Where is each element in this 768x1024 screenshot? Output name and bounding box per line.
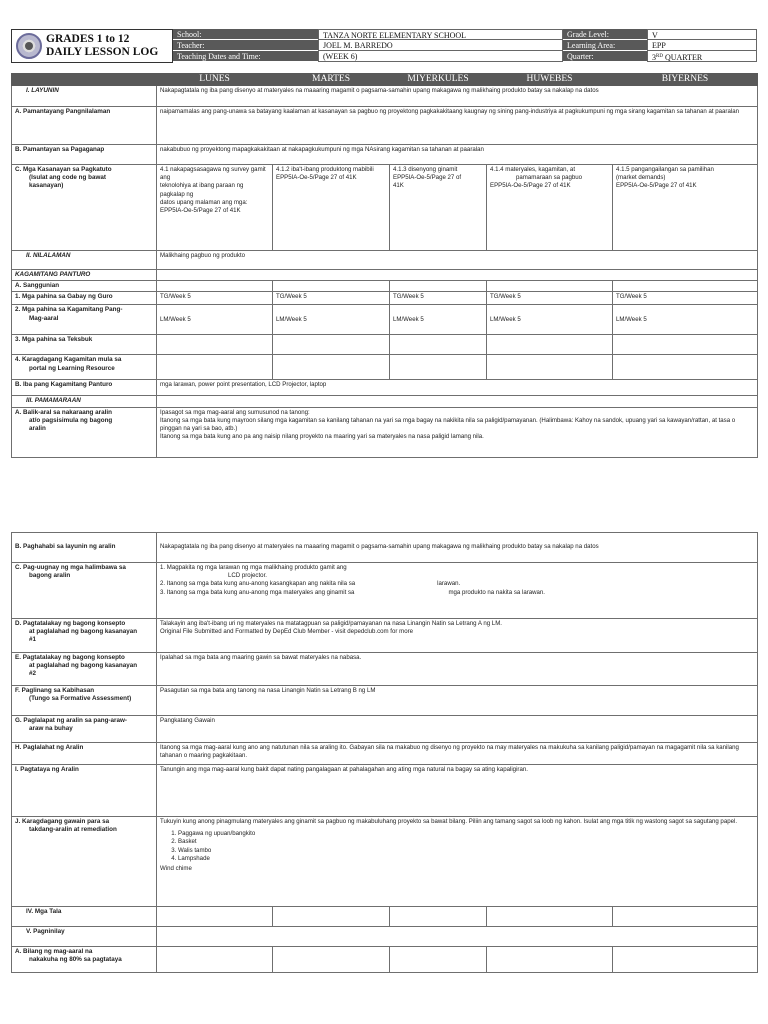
layunin-text: Nakapagtatala ng iba pang disenyo at materyales na maaaring magamit o pagsama-samahin upang makagawa ng malikhaing produkto batay sa nakalap na datos xyxy=(157,86,758,107)
karagdagang-gawain-text xyxy=(157,817,758,907)
kagamitang-panturo-blank xyxy=(157,270,758,281)
lesson-table-page-1 xyxy=(11,73,758,458)
paglalahat-text: Itanong sa mga mag-aaral kung ano ang natutunan nila sa araling ito. Gabayan sila na makabuo ng disenyo ng proyekto na may materyales na makukuha sa kanilang paligid/pamayan na magagamit nila sa kanilang tahanan o maaring pagkakitaan. xyxy=(157,743,758,765)
kasanayan-line: 4.1.3 disenyong ginamit xyxy=(393,166,458,173)
row-bilang-80 xyxy=(12,947,758,973)
pag-uugnay-line xyxy=(160,589,754,597)
days-header-blank xyxy=(12,74,157,86)
kasanayan-line: EPP5IA-Oe-5/Page 27 of 41K xyxy=(160,207,241,215)
pag-uugnay-label xyxy=(12,563,157,619)
kasanayan-line: teknolohiya at ibang paraan ng pagkalap ng xyxy=(160,182,244,198)
sanggunian-friday xyxy=(613,281,758,292)
lesson-table-page-2 xyxy=(11,532,758,973)
paghahabi-label: B. Paghahabi sa layunin ng aralin xyxy=(12,533,157,563)
label-line: #2 xyxy=(29,670,37,678)
paglinang-label xyxy=(12,686,157,716)
balik-aral-line: Ipasagot sa mga mag-aaral ang sumusunod na tanong: xyxy=(160,408,310,416)
label-line: Mag-aaral xyxy=(29,314,59,322)
gabay-thursday: TG/Week 5 xyxy=(487,292,613,305)
row-iba-pang-kagamitan xyxy=(12,380,758,396)
kasanayan-monday xyxy=(157,165,273,251)
sanggunian-monday xyxy=(157,281,273,292)
learning-area-value: EPP xyxy=(647,40,757,51)
row-pagtatalakay-2 xyxy=(12,653,758,686)
sanggunian-tuesday xyxy=(273,281,390,292)
sanggunian-label: A. Sanggunian xyxy=(12,281,157,292)
karagdagang-kagamitan-label xyxy=(12,355,157,380)
label-line: 2. Mga pahina sa Kagamitang Pang- xyxy=(15,306,123,314)
gabay-tuesday: TG/Week 5 xyxy=(273,292,390,305)
label-line: aralin xyxy=(29,425,46,433)
teksbuk-label: 3. Mga pahina sa Teksbuk xyxy=(12,335,157,355)
document-title xyxy=(46,33,158,59)
label-line: E. Pagtatalakay ng bagong konsepto xyxy=(15,654,125,661)
karagdagang-kagamitan-monday xyxy=(157,355,273,380)
kasanayan-label-line: kasanayan) xyxy=(29,182,64,190)
kasanayan-line: EPP5IA-Oe-5/Page 27 of 41K xyxy=(616,182,697,190)
iba-pang-kagamitan-label: B. Iba pang Kagamitang Panturo xyxy=(12,380,157,396)
paglalapat-label xyxy=(12,716,157,743)
teksbuk-thursday xyxy=(487,335,613,355)
logo-line-2: DAILY LESSON LOG xyxy=(46,46,159,58)
balik-aral-line: Itanong sa mga bata kung ano pa ang naisip nilang proyekto na maaring yari sa materyales na nasa paligid lamang nila. xyxy=(160,433,484,441)
karagdagang-kagamitan-wednesday xyxy=(390,355,487,380)
lm-tuesday: LM/Week 5 xyxy=(273,305,390,335)
list-item: 2. Basket xyxy=(178,838,754,846)
pamantayan-pagganap-label: B. Pamantayan sa Pagaganap xyxy=(12,145,157,165)
teksbuk-friday xyxy=(613,335,758,355)
pagtataya-label: I. Pagtataya ng Aralin xyxy=(12,765,157,817)
kasanayan-line: EPP5IA-Oe-5/Page 27 of xyxy=(393,174,462,182)
kagamitang-panturo-label: KAGAMITANG PANTURO xyxy=(12,270,157,281)
pamamaraan-blank xyxy=(157,396,758,407)
kasanayan-line: EPP5IA-Oe-5/Page 27 of 41K xyxy=(276,174,357,182)
label-line: A. Balik-aral sa nakaraang aralin xyxy=(15,408,112,416)
lm-wednesday: LM/Week 5 xyxy=(390,305,487,335)
pag-uugnay-line: 1. Magpakita ng mga larawan ng mga malikhaing produkto gamit ang xyxy=(160,564,347,571)
paghahabi-text: Nakapagtatala ng iba pang disenyo at materyales na maaaring magamit o pagsama-samahin upang makagawa ng malikhaing produkto batay sa nakalap na datos xyxy=(157,533,758,563)
row-pag-uugnay xyxy=(12,563,758,619)
kasanayan-line: datos upang malaman ang mga: xyxy=(160,198,248,206)
row-kasanayan xyxy=(12,165,758,251)
pagtatalakay-2-label xyxy=(12,653,157,686)
pagninilay-label: V. Pagninilay xyxy=(12,927,157,947)
iba-pang-kagamitan-text: mga larawan, power point presentation, LCD Projector, laptop xyxy=(157,380,758,396)
pag-uugnay-line: LCD projector. xyxy=(228,572,267,580)
karagdagang-instructions: Tukuyin kung anong pinagmulang materyales ang ginamit sa pagbuo ng makabuluhang proyekto sa bawat bilang. Piliin ang tamang sagot sa loob ng kahon. Isulat ang mga titik ng wastong sagot sa sagutang papel. xyxy=(160,818,738,825)
label-line: C. Pag-uugnay ng mga halimbawa sa xyxy=(15,564,126,571)
pamamaraan-label: III. PAMAMARAAN xyxy=(12,396,157,407)
kasanayan-label-line: C. Mga Kasanayan sa Pagkatuto xyxy=(15,166,112,173)
list-item: 4. Lampshade xyxy=(178,855,754,863)
row-paglalahat xyxy=(12,743,758,765)
row-paghahabi xyxy=(12,533,758,563)
kasanayan-line: (market demands) xyxy=(616,174,666,182)
label-line: (Tungo sa Formative Assessment) xyxy=(29,695,132,703)
pag-uugnay-part: larawan. xyxy=(437,580,461,588)
row-sanggunian xyxy=(12,281,758,292)
nilalaman-label: II. NILALAMAN xyxy=(12,251,157,270)
karagdagang-kagamitan-friday xyxy=(613,355,758,380)
pag-uugnay-line xyxy=(160,580,754,588)
days-header-row xyxy=(12,74,758,86)
row-kagamitang-pang-mag-aaral xyxy=(12,305,758,335)
kasanayan-line: EPP5IA-Oe-5/Page 27 of 41K xyxy=(490,182,571,190)
row-nilalaman xyxy=(12,251,758,270)
pagtatalakay-1-line: Talakayin ang iba't-ibang uri ng materyales na matatagpuan sa paligid/pamayanan na nasa Linangin Natin sa Letrang A ng LM. xyxy=(160,620,502,627)
pagtatalakay-2-text: Ipalahad sa mga bata ang maaring gawin sa bawat materyales na nabasa. xyxy=(157,653,758,686)
label-line: bagong aralin xyxy=(29,572,71,580)
pagtatalakay-1-label xyxy=(12,619,157,653)
gabay-wednesday: TG/Week 5 xyxy=(390,292,487,305)
row-gabay-ng-guro xyxy=(12,292,758,305)
pagtataya-text: Tanungin ang mga mag-aaral kung bakit dapat nating pangalagaan at pahalagahan ang ating mga natural na bagay sa ating kapaligiran. xyxy=(157,765,758,817)
lm-thursday: LM/Week 5 xyxy=(487,305,613,335)
paglalapat-text: Pangkatang Gawain xyxy=(157,716,758,743)
label-line: A. Bilang ng mag-aaral na xyxy=(15,948,93,955)
school-value: TANZA NORTE ELEMENTARY SCHOOL xyxy=(318,29,563,40)
pamantayang-pangnilalaman-text: naipamamalas ang pang-unawa sa batayang kaalaman at kasanayan sa pagbuo ng proyektong pagkakakitaang kaugnay ng sining pang-industriya at pagkukumpuni ng mga sirang kagamitan sa tahanan at paaralan xyxy=(157,107,758,145)
balik-aral-text xyxy=(157,407,758,457)
quarter-word: QUARTER xyxy=(662,53,703,62)
karagdagang-gawain-label xyxy=(12,817,157,907)
gabay-monday: TG/Week 5 xyxy=(157,292,273,305)
row-balik-aral xyxy=(12,407,758,457)
sanggunian-wednesday xyxy=(390,281,487,292)
kasanayan-tuesday xyxy=(273,165,390,251)
logo-box xyxy=(11,29,173,63)
mga-tala-monday xyxy=(157,907,273,927)
list-item: 3. Walis tambo xyxy=(178,847,754,855)
teacher-value: JOEL M. BARREDO xyxy=(318,40,563,51)
kasanayan-line: 41K xyxy=(393,182,404,190)
row-teksbuk xyxy=(12,335,758,355)
teaching-dates-value: (WEEK 6) xyxy=(318,51,563,62)
mga-tala-thursday xyxy=(487,907,613,927)
school-label: School: xyxy=(173,29,318,40)
pagtatalakay-1-line: Original File Submitted and Formatted by DepEd Club Member - visit depedclub.com for more xyxy=(160,628,413,636)
day-friday: BIYERNES xyxy=(613,74,758,86)
logo-line-1: GRADES 1 to 12 xyxy=(46,33,130,45)
pag-uugnay-text xyxy=(157,563,758,619)
quarter-label: Quarter: xyxy=(563,51,647,62)
bilang-80-label xyxy=(12,947,157,973)
balik-aral-line: Itanong sa mga bata kung mayroon silang mga kagamitan sa kanilang tahanan na yari sa mga bagay na nakikita nila sa paligid/pamayanan. (Halimbawa: Kahoy na sandok, upuang yari sa kawayan/rattan, at tasa o pinggan na yari sa bao, atb.) xyxy=(160,416,736,433)
row-kagamitang-panturo xyxy=(12,270,758,281)
kasanayan-thursday xyxy=(487,165,613,251)
quarter-suffix: RD xyxy=(656,54,663,59)
grade-level-label: Grade Level: xyxy=(563,29,647,40)
label-line: 4. Karagdagang Kagamitan mula sa xyxy=(15,356,122,364)
kasanayan-line: pamamaraan sa pagbuo xyxy=(516,174,583,182)
karagdagang-kagamitan-thursday xyxy=(487,355,613,380)
label-line: araw na buhay xyxy=(29,725,73,733)
row-pagtatalakay-1 xyxy=(12,619,758,653)
deped-seal-icon xyxy=(16,33,42,59)
pag-uugnay-part: mga produkto na nakita sa larawan. xyxy=(448,588,545,596)
mga-tala-tuesday xyxy=(273,907,390,927)
teksbuk-monday xyxy=(157,335,273,355)
mga-tala-friday xyxy=(613,907,758,927)
lm-friday: LM/Week 5 xyxy=(613,305,758,335)
label-line: G. Paglalapat ng aralin sa pang-araw- xyxy=(15,717,127,724)
lesson-log-page-1 xyxy=(0,0,768,478)
bilang-80-monday xyxy=(157,947,273,973)
karagdagang-kagamitan-tuesday xyxy=(273,355,390,380)
teacher-label: Teacher: xyxy=(173,40,318,51)
lm-monday: LM/Week 5 xyxy=(157,305,273,335)
mga-tala-label: IV. Mga Tala xyxy=(12,907,157,927)
learning-area-label: Learning Area: xyxy=(563,40,647,51)
kasanayan-label xyxy=(12,165,157,251)
pagninilay-blank xyxy=(157,927,758,947)
label-line: at paglalahad ng bagong kasanayan xyxy=(29,628,138,636)
row-pamantayang-pangnilalaman xyxy=(12,107,758,145)
mga-tala-wednesday xyxy=(390,907,487,927)
label-line: #1 xyxy=(29,636,37,644)
row-pagninilay xyxy=(12,927,758,947)
list-item: 1. Paggawa ng upuan/bangkito xyxy=(178,830,754,838)
kasanayan-line: 4.1 nakapagsasagawa ng survey gamit ang xyxy=(160,166,266,182)
row-pamantayan-pagganap xyxy=(12,145,758,165)
bilang-80-wednesday xyxy=(390,947,487,973)
label-line: D. Pagtatalakay ng bagong konsepto xyxy=(15,620,126,627)
day-monday: LUNES xyxy=(157,74,273,86)
bilang-80-tuesday xyxy=(273,947,390,973)
label-line: at paglalahad ng bagong kasanayan xyxy=(29,662,138,670)
paglalahat-label: H. Paglalahat ng Aralin xyxy=(12,743,157,765)
nilalaman-text: Malikhaing pagbuo ng produkto xyxy=(157,251,758,270)
kasanayan-line: 4.1.5 pangangailangan sa pamilihan xyxy=(616,166,714,173)
kasanayan-label-line: (Isulat ang code ng bawat xyxy=(29,174,106,182)
day-thursday: HUWEBES xyxy=(487,74,613,86)
gabay-friday: TG/Week 5 xyxy=(613,292,758,305)
label-line: portal ng Learning Resource xyxy=(29,364,115,372)
pag-uugnay-part: 2. Itanong sa mga bata kung anu-anong kasangkapan ang nakita nila sa xyxy=(160,580,356,588)
header-info-grid xyxy=(173,29,757,63)
label-line: F. Paglinang sa Kabihasan xyxy=(15,687,95,694)
bilang-80-friday xyxy=(613,947,758,973)
pamantayang-pangnilalaman-label: A. Pamantayang Pangnilalaman xyxy=(12,107,157,145)
kagamitang-pang-mag-aaral-label xyxy=(12,305,157,335)
gabay-label: 1. Mga pahina sa Gabay ng Guro xyxy=(12,292,157,305)
lesson-log-page-2 xyxy=(0,532,768,1024)
paglinang-text: Pasagutan sa mga bata ang tanong na nasa Linangin Natin sa Letrang B ng LM xyxy=(157,686,758,716)
pagtatalakay-1-text xyxy=(157,619,758,653)
label-line: J. Karagdagang gawain para sa xyxy=(15,818,110,825)
layunin-label: I. LAYUNIN xyxy=(12,86,157,107)
day-tuesday: MARTES xyxy=(273,74,390,86)
row-karagdagang-gawain xyxy=(12,817,758,907)
quarter-value xyxy=(647,51,757,62)
row-pagtataya xyxy=(12,765,758,817)
label-line: at/o pagsisimula ng bagong xyxy=(29,416,113,424)
balik-aral-label xyxy=(12,407,157,457)
label-line: takdang-aralin at remediation xyxy=(29,826,117,834)
row-karagdagang-kagamitan xyxy=(12,355,758,380)
kasanayan-line: 4.1.2 iba't-ibang produktong mabibili xyxy=(276,166,374,173)
kasanayan-friday xyxy=(613,165,758,251)
sanggunian-thursday xyxy=(487,281,613,292)
day-wednesday: MIYERKULES xyxy=(390,74,487,86)
quarter-number: 3 xyxy=(652,53,656,62)
row-layunin xyxy=(12,86,758,107)
row-paglalapat xyxy=(12,716,758,743)
kasanayan-wednesday xyxy=(390,165,487,251)
kasanayan-line: 4.1.4 materyales, kagamitan, at xyxy=(490,166,576,173)
pag-uugnay-part: 3. Itanong sa mga bata kung anu-anong mga materyales ang ginamit sa xyxy=(160,588,355,596)
karagdagang-after: Wind chime xyxy=(160,865,192,873)
row-pamamaraan xyxy=(12,396,758,407)
teksbuk-wednesday xyxy=(390,335,487,355)
document-header xyxy=(11,29,757,63)
teaching-dates-label: Teaching Dates and Time: xyxy=(173,51,318,62)
row-mga-tala xyxy=(12,907,758,927)
bilang-80-thursday xyxy=(487,947,613,973)
teksbuk-tuesday xyxy=(273,335,390,355)
row-paglinang xyxy=(12,686,758,716)
label-line: nakakuha ng 80% sa pagtataya xyxy=(29,956,122,964)
karagdagang-list xyxy=(178,830,754,863)
pamantayan-pagganap-text: nakabubuo ng proyektong mapagkakakitaan at nakapagkukumpuni ng mga NAsirang kagamitan sa tahanan at paaralan xyxy=(157,145,758,165)
grade-level-value: V xyxy=(647,29,757,40)
